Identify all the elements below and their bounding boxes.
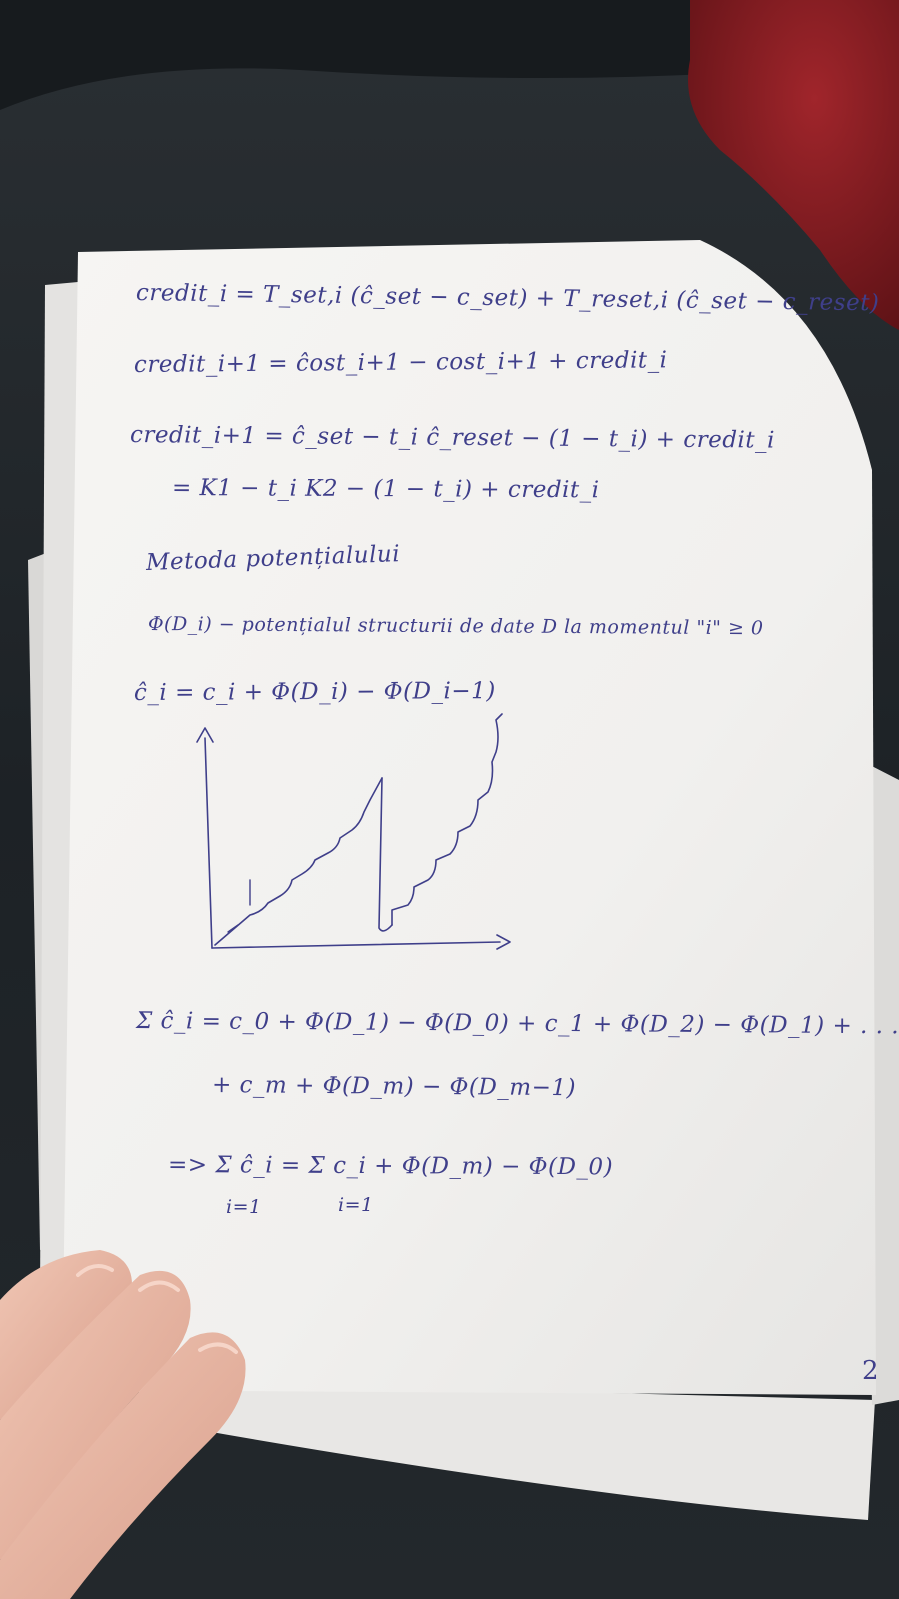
credit-equation-3: credit_i+1 = ĉ_set − t_i ĉ_reset − (1 − t_i) + credit_i xyxy=(129,422,776,454)
sum-index-left: i=1 xyxy=(226,1196,262,1218)
amortized-cost-formula: ĉ_i = c_i + Φ(D_i) − Φ(D_i−1) xyxy=(133,678,496,706)
credit-equation-1: credit_i = T_set,i (ĉ_set − c_set) + T_reset,i (ĉ_set − c_reset) xyxy=(135,280,880,317)
sum-equation-3: => Σ ĉ_i = Σ c_i + Φ(D_m) − Φ(D_0) xyxy=(167,1152,614,1181)
credit-equation-2: credit_i+1 = ĉost_i+1 − cost_i+1 + credit_i xyxy=(133,347,668,378)
sum-index-right: i=1 xyxy=(338,1194,374,1216)
page-number: 2 xyxy=(862,1356,879,1386)
credit-equation-4: = K1 − t_i K2 − (1 − t_i) + credit_i xyxy=(171,475,600,504)
sum-equation-1: Σ ĉ_i = c_0 + Φ(D_1) − Φ(D_0) + c_1 + Φ(D_2) − Φ(D_1) + . . . xyxy=(135,1008,899,1040)
sum-equation-2: + c_m + Φ(D_m) − Φ(D_m−1) xyxy=(211,1072,577,1102)
paper-sheet xyxy=(62,240,876,1395)
phi-definition: Φ(D_i) − potențialul structurii de date D la momentul "i" ≥ 0 xyxy=(147,613,764,640)
method-title: Metoda potențialului xyxy=(145,541,401,576)
